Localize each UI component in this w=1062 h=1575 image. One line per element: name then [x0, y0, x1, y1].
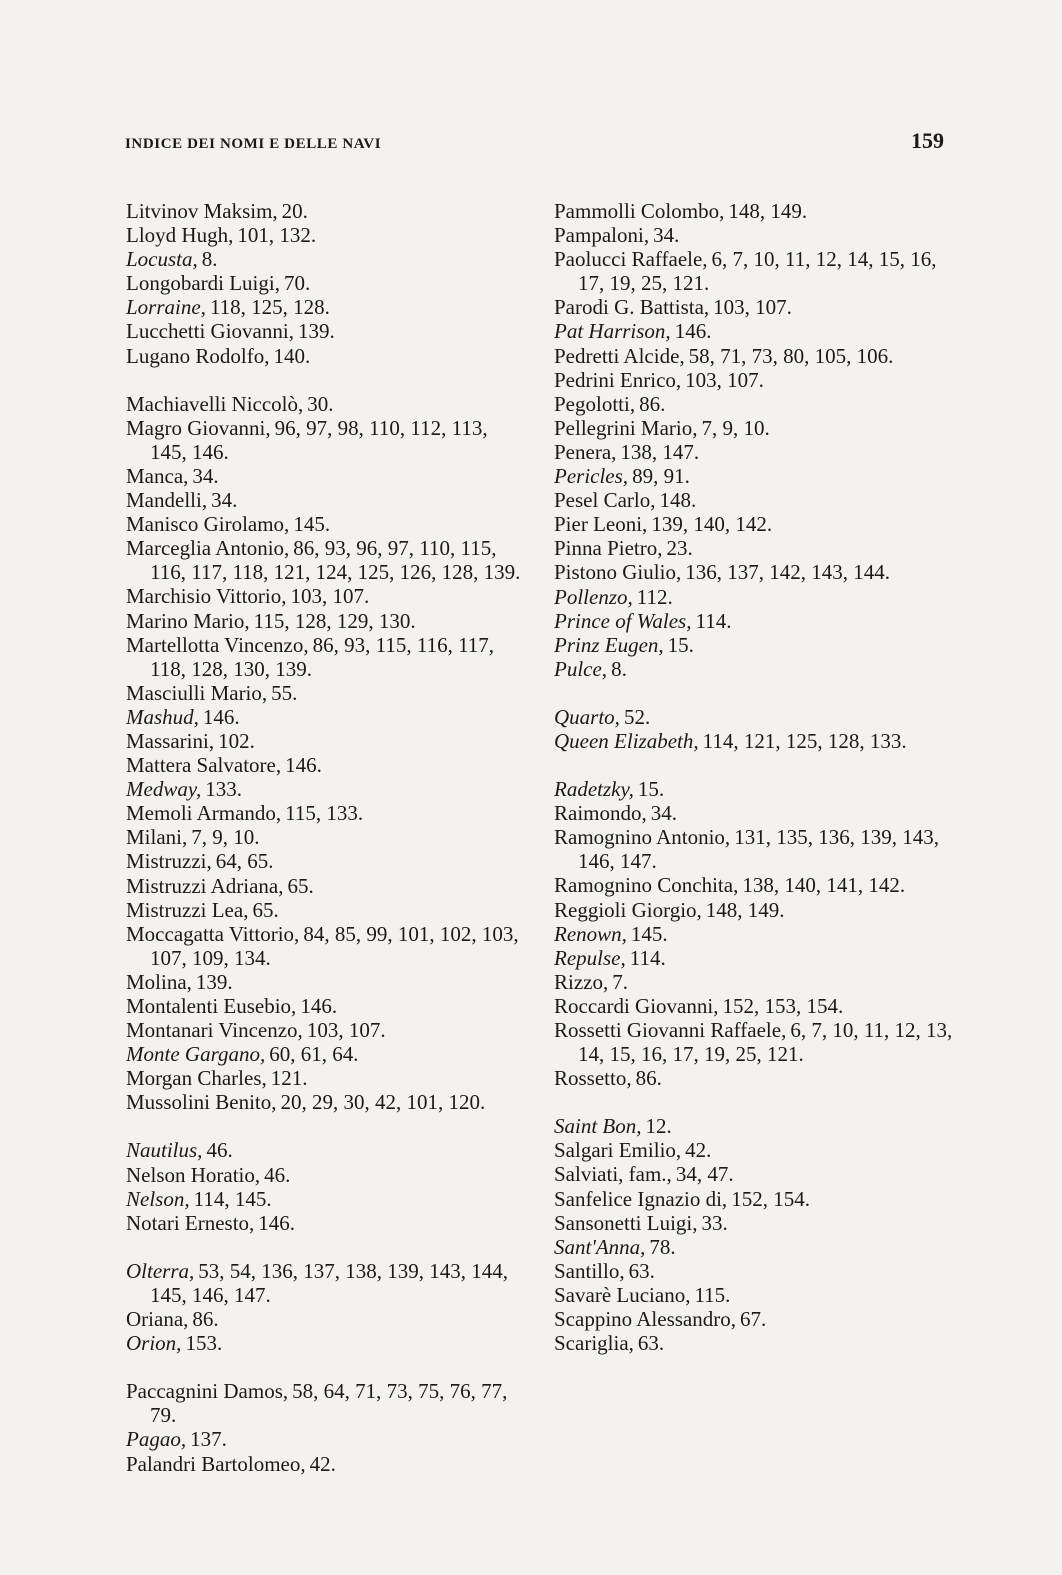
entry-name: Pistono Giulio, [554, 560, 682, 585]
entry-page-refs: 115. [694, 1282, 731, 1307]
entry-page-refs: 34. [650, 801, 677, 826]
entry-page-refs: 58, 64, 71, 73, 75, 76, 77, 79. [150, 1379, 508, 1428]
index-entry [554, 705, 954, 729]
index-entry [126, 753, 526, 777]
index-entry [126, 1452, 526, 1476]
entry-page-refs: 89, 91. [632, 464, 690, 489]
entry-page-refs: 70. [283, 271, 311, 296]
entry-name: Reggioli Giorgio, [554, 897, 702, 922]
entry-page-refs: 34. [192, 463, 219, 488]
index-entry [126, 729, 526, 753]
index-entry [554, 873, 954, 897]
entry-name: Marino Mario, [126, 608, 250, 633]
entry-page-refs: 34. [211, 488, 238, 513]
letter-group-gap [126, 1235, 526, 1259]
index-entry [126, 970, 526, 994]
index-entry [554, 1114, 954, 1138]
index-entry [126, 464, 526, 488]
index-entry [126, 1163, 526, 1187]
entry-name: Nautilus, [126, 1138, 203, 1163]
entry-name: Longobardi Luigi, [126, 271, 280, 296]
entry-page-refs: 52. [623, 704, 651, 729]
index-entry [554, 199, 954, 223]
entry-page-refs: 6, 7, 10, 11, 12, 13, 14, 15, 16, 17, 19, 25, 121. [578, 1018, 953, 1067]
entry-page-refs: 60, 61, 64. [269, 1042, 359, 1067]
entry-name: Pellegrini Mario, [554, 415, 698, 440]
index-entry [126, 705, 526, 729]
entry-page-refs: 63. [628, 1258, 655, 1283]
entry-page-refs: 146. [674, 319, 712, 344]
entry-name: Martellotta Vincenzo, [126, 632, 309, 657]
index-entry [126, 1427, 526, 1451]
entry-page-refs: 115, 133. [285, 801, 364, 826]
entry-page-refs: 133. [205, 777, 242, 802]
index-entry [554, 657, 954, 681]
entry-name: Santillo, [554, 1258, 625, 1283]
index-entry [126, 223, 526, 247]
entry-name: Pesel Carlo, [554, 488, 656, 513]
index-entry [126, 1379, 526, 1427]
entry-page-refs: 78. [649, 1234, 676, 1259]
entry-name: Pedretti Alcide, [554, 343, 685, 368]
index-entry [126, 488, 526, 512]
index-entry [126, 1090, 526, 1114]
entry-name: Litvinov Maksim, [126, 199, 278, 223]
letter-group-gap [126, 1355, 526, 1379]
entry-name: Sansonetti Luigi, [554, 1210, 698, 1235]
entry-page-refs: 114, 121, 125, 128, 133. [702, 728, 907, 753]
entry-name: Lucchetti Giovanni, [126, 319, 294, 344]
entry-name: Massarini, [126, 728, 215, 753]
index-entry [126, 1187, 526, 1211]
entry-page-refs: 86. [635, 1066, 662, 1091]
entry-name: Ramognino Conchita, [554, 873, 739, 898]
entry-name: Mashud, [126, 704, 199, 729]
entry-page-refs: 15. [637, 777, 665, 802]
entry-page-refs: 145. [630, 921, 668, 946]
entry-page-refs: 8. [611, 656, 627, 681]
entry-page-refs: 8. [201, 247, 218, 272]
entry-name: Raimondo, [554, 801, 647, 826]
entry-page-refs: 152, 153, 154. [722, 993, 844, 1018]
index-entry [554, 585, 954, 609]
letter-group-gap [126, 1114, 526, 1138]
entry-name: Radetzky, [554, 777, 634, 802]
index-entry [554, 633, 954, 657]
entry-name: Mussolini Benito, [126, 1090, 277, 1115]
entry-name: Nelson Horatio, [126, 1162, 261, 1187]
entry-name: Prinz Eugen, [554, 632, 664, 657]
index-entry [126, 994, 526, 1018]
entry-page-refs: 23. [666, 536, 693, 561]
index-entry [126, 512, 526, 536]
index-entry [554, 994, 954, 1018]
index-entry [554, 970, 954, 994]
entry-name: Manisco Girolamo, [126, 512, 290, 537]
index-entry [554, 319, 954, 343]
entry-name: Machiavelli Niccolò, [126, 391, 304, 416]
entry-page-refs: 103, 107. [685, 367, 764, 392]
entry-page-refs: 34, 47. [675, 1162, 734, 1187]
entry-page-refs: 148. [659, 488, 697, 513]
entry-name: Moccagatta Vittorio, [126, 921, 300, 946]
index-entry [126, 271, 526, 295]
letter-group-gap [554, 753, 954, 777]
entry-name: Saint Bon, [554, 1114, 642, 1139]
entry-page-refs: 86, 93, 115, 116, 117, 118, 128, 130, 139. [150, 632, 495, 681]
entry-name: Rossetto, [554, 1066, 632, 1091]
entry-page-refs: 146. [300, 994, 338, 1018]
entry-name: Mistruzzi Adriana, [126, 873, 284, 898]
page-number: 159 [911, 128, 944, 153]
entry-page-refs: 118, 125, 128. [209, 295, 330, 320]
index-entry [554, 1331, 954, 1355]
index-entry [126, 609, 526, 633]
entry-page-refs: 148, 149. [705, 897, 785, 922]
index-entry [554, 1138, 954, 1162]
index-entry [126, 416, 526, 464]
index-entry [126, 536, 526, 584]
index-entry [126, 1138, 526, 1162]
index-entry [554, 777, 954, 801]
entry-page-refs: 20, 29, 30, 42, 101, 120. [280, 1090, 486, 1115]
entry-name: Paccagnini Damos, [126, 1379, 289, 1404]
entry-page-refs: 137. [190, 1427, 227, 1452]
entry-page-refs: 33. [701, 1210, 728, 1235]
index-entry [554, 1283, 954, 1307]
entry-name: Salgari Emilio, [554, 1138, 682, 1163]
index-entry [126, 1018, 526, 1042]
index-entry [554, 609, 954, 633]
entry-name: Rossetti Giovanni Raffaele, [554, 1018, 787, 1042]
entry-page-refs: 67. [739, 1307, 767, 1332]
entry-name: Milani, [126, 825, 188, 850]
index-entry [554, 898, 954, 922]
entry-page-refs: 63. [637, 1331, 665, 1356]
entry-page-refs: 121. [270, 1066, 308, 1091]
entry-page-refs: 139, 140, 142. [651, 512, 773, 537]
entry-name: Scappino Alessandro, [554, 1307, 736, 1332]
index-entry [126, 247, 526, 271]
header-title: INDICE DEI NOMI E DELLE NAVI [125, 136, 382, 152]
entry-page-refs: 103, 107. [306, 1018, 386, 1043]
entry-page-refs: 96, 97, 98, 110, 112, 113, 145, 146. [150, 415, 488, 464]
entry-page-refs: 30. [307, 391, 334, 416]
entry-page-refs: 114. [695, 608, 732, 633]
entry-name: Savarè Luciano, [554, 1282, 691, 1307]
entry-page-refs: 153. [185, 1331, 223, 1356]
index-entry [554, 729, 954, 753]
index-entry [126, 849, 526, 873]
entry-page-refs: 6, 7, 10, 11, 12, 14, 15, 16, 17, 19, 25, 121. [578, 247, 937, 296]
entry-page-refs: 145. [293, 512, 331, 537]
entry-page-refs: 146. [258, 1210, 296, 1235]
entry-name: Rizzo, [554, 969, 609, 994]
entry-page-refs: 138, 147. [620, 439, 700, 464]
entry-page-refs: 34. [653, 223, 680, 248]
entry-page-refs: 152, 154. [731, 1186, 810, 1211]
entry-name: Oriana, [126, 1307, 189, 1332]
entry-page-refs: 146. [285, 753, 322, 778]
entry-page-refs: 58, 71, 73, 80, 105, 106. [688, 343, 894, 368]
index-entry [554, 488, 954, 512]
entry-page-refs: 20. [281, 199, 308, 223]
index-entry [554, 295, 954, 319]
index-entry [554, 440, 954, 464]
index-entry [554, 368, 954, 392]
entry-name: Nelson, [126, 1186, 190, 1211]
letter-group-gap [554, 1090, 954, 1114]
entry-name: Pollenzo, [554, 584, 633, 609]
entry-page-refs: 146. [202, 704, 240, 729]
entry-page-refs: 114. [629, 945, 666, 970]
entry-page-refs: 42. [685, 1138, 712, 1163]
entry-page-refs: 46. [206, 1138, 233, 1163]
entry-page-refs: 55. [271, 680, 298, 705]
entry-name: Lorraine, [126, 295, 206, 320]
entry-page-refs: 64, 65. [215, 849, 274, 874]
entry-name: Notari Ernesto, [126, 1210, 255, 1235]
entry-name: Pegolotti, [554, 391, 636, 416]
entry-page-refs: 138, 140, 141, 142. [742, 873, 906, 898]
index-entry [126, 633, 526, 681]
entry-page-refs: 115, 128, 129, 130. [253, 608, 416, 633]
entry-name: Pagao, [126, 1427, 187, 1452]
entry-name: Roccardi Giovanni, [554, 993, 719, 1018]
entry-name: Pammolli Colombo, [554, 199, 725, 223]
index-entry [554, 1211, 954, 1235]
entry-name: Monte Gargano, [126, 1042, 266, 1067]
index-entry [554, 825, 954, 873]
index-entry [554, 1162, 954, 1186]
entry-name: Magro Giovanni, [126, 415, 271, 440]
entry-page-refs: 112. [636, 584, 673, 609]
entry-page-refs: 15. [667, 632, 694, 657]
entry-name: Lugano Rodolfo, [126, 343, 270, 368]
entry-page-refs: 114, 145. [193, 1186, 272, 1211]
index-entry [554, 536, 954, 560]
index-entry [554, 512, 954, 536]
entry-name: Molina, [126, 969, 192, 994]
entry-name: Memoli Armando, [126, 801, 282, 826]
entry-name: Palandri Bartolomeo, [126, 1451, 306, 1476]
entry-name: Pier Leoni, [554, 512, 648, 537]
index-entry [126, 1307, 526, 1331]
index-entry [554, 946, 954, 970]
entry-page-refs: 148, 149. [728, 199, 808, 223]
index-column-right [554, 199, 954, 1355]
index-entry [126, 874, 526, 898]
index-entry [126, 1331, 526, 1355]
entry-page-refs: 101, 132. [237, 223, 317, 248]
entry-name: Montalenti Eusebio, [126, 994, 297, 1018]
entry-page-refs: 7, 9, 10. [191, 825, 260, 850]
entry-page-refs: 86, 93, 96, 97, 110, 115, 116, 117, 118, 121, 124, 125, 126, 128, 139. [150, 536, 521, 585]
entry-page-refs: 84, 85, 99, 101, 102, 103, 107, 109, 134. [150, 921, 519, 970]
entry-name: Masciulli Mario, [126, 680, 268, 705]
entry-name: Locusta, [126, 247, 198, 272]
index-entry [554, 247, 954, 295]
entry-name: Olterra, [126, 1258, 195, 1283]
entry-page-refs: 12. [645, 1114, 672, 1139]
index-entry [126, 922, 526, 970]
index-entry [126, 1211, 526, 1235]
entry-name: Orion, [126, 1331, 182, 1356]
entry-name: Pinna Pietro, [554, 536, 663, 561]
entry-name: Pampaloni, [554, 223, 650, 248]
entry-name: Penera, [554, 439, 617, 464]
entry-page-refs: 139. [195, 969, 233, 994]
entry-page-refs: 140. [273, 343, 311, 368]
entry-page-refs: 86. [192, 1307, 219, 1332]
entry-page-refs: 7, 9, 10. [701, 415, 770, 440]
index-entry [554, 1018, 954, 1066]
index-entry [554, 1259, 954, 1283]
entry-name: Renown, [554, 921, 627, 946]
entry-page-refs: 139. [297, 319, 335, 344]
entry-name: Mandelli, [126, 488, 208, 513]
entry-name: Montanari Vincenzo, [126, 1018, 303, 1043]
index-entry [126, 898, 526, 922]
index-entry [554, 1066, 954, 1090]
entry-page-refs: 65. [252, 897, 279, 922]
entry-name: Paolucci Raffaele, [554, 247, 708, 272]
index-entry [554, 223, 954, 247]
entry-name: Medway, [126, 777, 202, 802]
index-entry [554, 344, 954, 368]
entry-name: Mistruzzi, [126, 849, 212, 874]
index-entry [126, 319, 526, 343]
entry-name: Sanfelice Ignazio di, [554, 1186, 728, 1211]
index-column-left [126, 199, 526, 1476]
entry-page-refs: 46. [264, 1162, 291, 1187]
entry-name: Morgan Charles, [126, 1066, 267, 1091]
entry-name: Quarto, [554, 704, 620, 729]
entry-name: Lloyd Hugh, [126, 223, 234, 248]
index-entry [554, 801, 954, 825]
index-entry [126, 392, 526, 416]
letter-group-gap [554, 681, 954, 705]
index-entry [126, 295, 526, 319]
entry-name: Parodi G. Battista, [554, 295, 710, 320]
index-entry [126, 1066, 526, 1090]
index-entry [554, 1235, 954, 1259]
entry-name: Sant'Anna, [554, 1234, 646, 1259]
index-entry [554, 392, 954, 416]
index-entry [126, 344, 526, 368]
entry-page-refs: 136, 137, 142, 143, 144. [685, 560, 890, 585]
entry-name: Marchisio Vittorio, [126, 584, 287, 609]
index-entry [126, 1042, 526, 1066]
entry-name: Queen Elizabeth, [554, 728, 699, 753]
index-entry [126, 681, 526, 705]
entry-name: Pericles, [554, 464, 629, 489]
index-entry [554, 922, 954, 946]
index-entry [554, 560, 954, 584]
entry-page-refs: 53, 54, 136, 137, 138, 139, 143, 144, 145, 146, 147. [150, 1258, 508, 1307]
running-header [125, 128, 944, 154]
index-entry [126, 199, 526, 223]
letter-group-gap [126, 368, 526, 392]
index-entry [126, 777, 526, 801]
index-entry [126, 801, 526, 825]
entry-name: Mistruzzi Lea, [126, 897, 249, 922]
entry-name: Pedrini Enrico, [554, 367, 682, 392]
entry-name: Pat Harrison, [554, 319, 671, 344]
entry-page-refs: 86. [639, 391, 666, 416]
entry-name: Repulse, [554, 945, 626, 970]
entry-name: Marceglia Antonio, [126, 536, 290, 561]
entry-page-refs: 7. [612, 969, 628, 994]
entry-name: Ramognino Antonio, [554, 825, 731, 850]
index-entry [126, 825, 526, 849]
entry-page-refs: 103, 107. [713, 295, 792, 320]
entry-page-refs: 131, 135, 136, 139, 143, 146, 147. [578, 825, 939, 874]
index-entry [126, 1259, 526, 1307]
index-entry [554, 1307, 954, 1331]
entry-name: Salviati, fam., [554, 1162, 672, 1187]
index-entry [126, 584, 526, 608]
entry-page-refs: 65. [287, 873, 314, 898]
entry-page-refs: 103, 107. [290, 584, 370, 609]
entry-name: Mattera Salvatore, [126, 753, 282, 778]
entry-name: Prince of Wales, [554, 608, 692, 633]
index-entry [554, 1187, 954, 1211]
index-entry [554, 464, 954, 488]
entry-page-refs: 42. [309, 1451, 336, 1476]
entry-name: Scariglia, [554, 1331, 634, 1356]
entry-page-refs: 102. [218, 728, 255, 753]
entry-name: Manca, [126, 463, 189, 488]
index-entry [554, 416, 954, 440]
entry-name: Pulce, [554, 656, 608, 681]
